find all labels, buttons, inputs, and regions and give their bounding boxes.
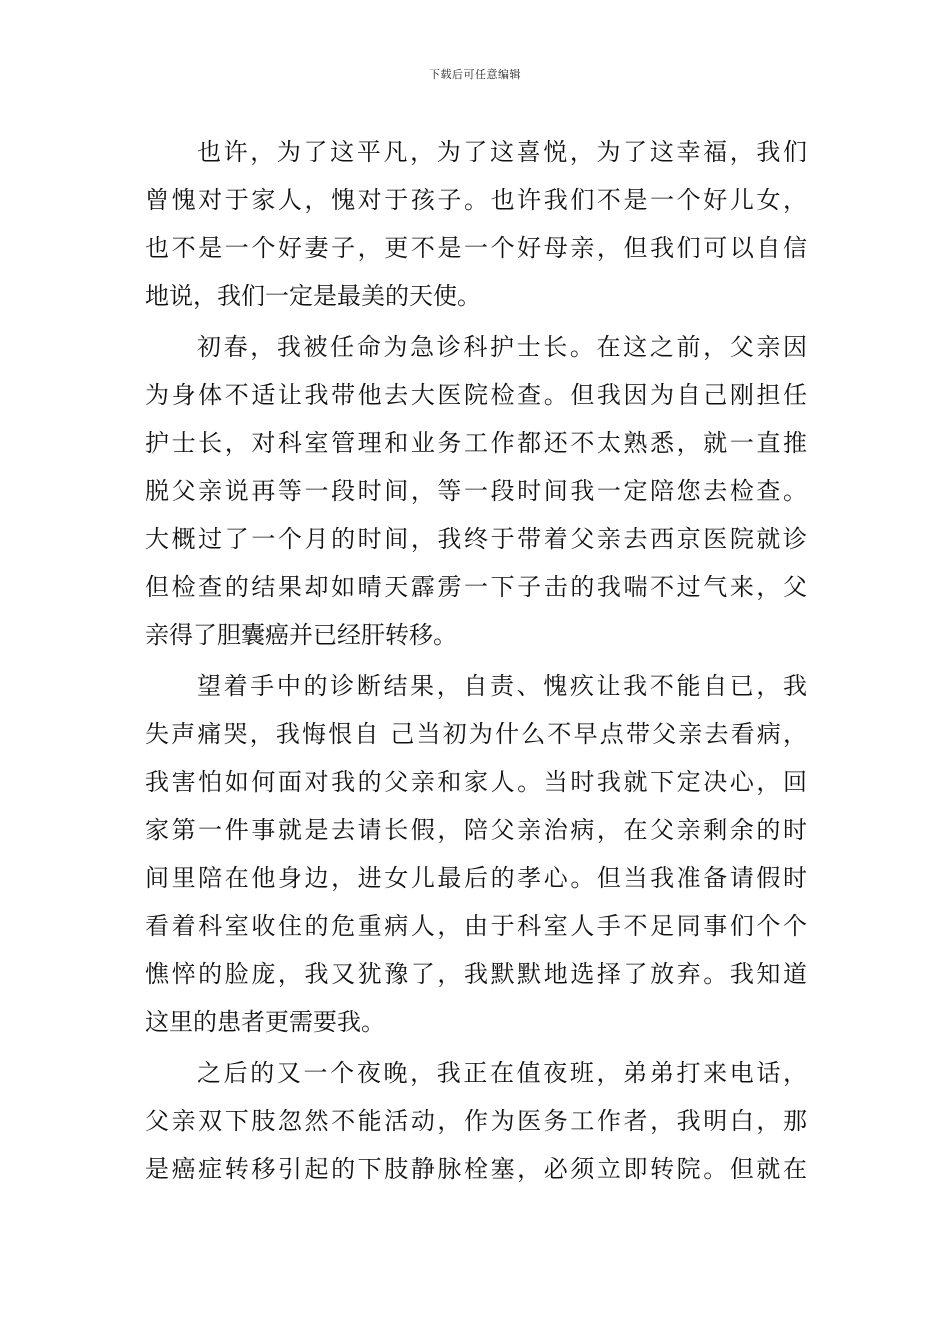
text-line: 也许，为了这平凡，为了这喜悦，为了这幸福，我们 (197, 138, 807, 166)
text-line: 是癌症转移引起的下肢静脉栓塞，必须立即转院。但就在 (145, 1155, 807, 1183)
text-line: 脱父亲说再等一段时间，等一段时间我一定陪您去检查。 (145, 477, 807, 505)
text-line: 护士长，对科室管理和业务工作都还不太熟悉，就一直推 (145, 429, 807, 457)
text-line: 也不是一个好妻子，更不是一个好母亲，但我们可以自信 (145, 234, 807, 262)
text-line: 我害怕如何面对我的父亲和家人。当时我就下定决心，回 (145, 768, 807, 796)
paragraph (145, 323, 807, 659)
text-line: 间里陪在他身边，进女儿最后的孝心。但当我准备请假时 (145, 864, 807, 892)
text-line: 大概过了一个月的时间，我终于带着父亲去西京医院就诊 (145, 525, 807, 553)
text-line: 为身体不适让我带他去大医院检查。但我因为自己刚担任 (145, 381, 807, 409)
page-header: 下载后可任意编辑 (429, 68, 521, 81)
text-line: 亲得了胆囊癌并已经肝转移。 (145, 621, 457, 649)
text-line: 家第一件事就是去请长假，陪父亲治病，在父亲剩余的时 (145, 816, 807, 844)
document-body (145, 128, 807, 1193)
text-line: 地说，我们一定是最美的天使。 (145, 282, 481, 310)
paragraph (145, 662, 807, 1046)
text-line: 曾愧对于家人，愧对于孩子。也许我们不是一个好儿女， (145, 186, 807, 214)
text-line: 憔悴的脸庞，我又犹豫了，我默默地选择了放弃。我知道 (145, 960, 807, 988)
text-line: 望着手中的诊断结果，自责、愧疚让我不能自已，我 (197, 672, 807, 700)
text-line: 但检查的结果却如晴天霹雳一下子击的我喘不过气来，父 (145, 573, 807, 601)
text-line: 失声痛哭，我悔恨自 己当初为什么不早点带父亲去看病， (145, 720, 807, 748)
paragraph (145, 1049, 807, 1193)
paragraph (145, 128, 807, 320)
text-line: 初春，我被任命为急诊科护士长。在这之前，父亲因 (197, 333, 807, 361)
text-line: 父亲双下肢忽然不能活动，作为医务工作者，我明白，那 (145, 1107, 807, 1135)
text-line: 之后的又一个夜晚，我正在值夜班，弟弟打来电话， (197, 1059, 807, 1087)
text-line: 看着科室收住的危重病人，由于科室人手不足同事们个个 (145, 912, 807, 940)
text-line: 这里的患者更需要我。 (145, 1008, 385, 1036)
